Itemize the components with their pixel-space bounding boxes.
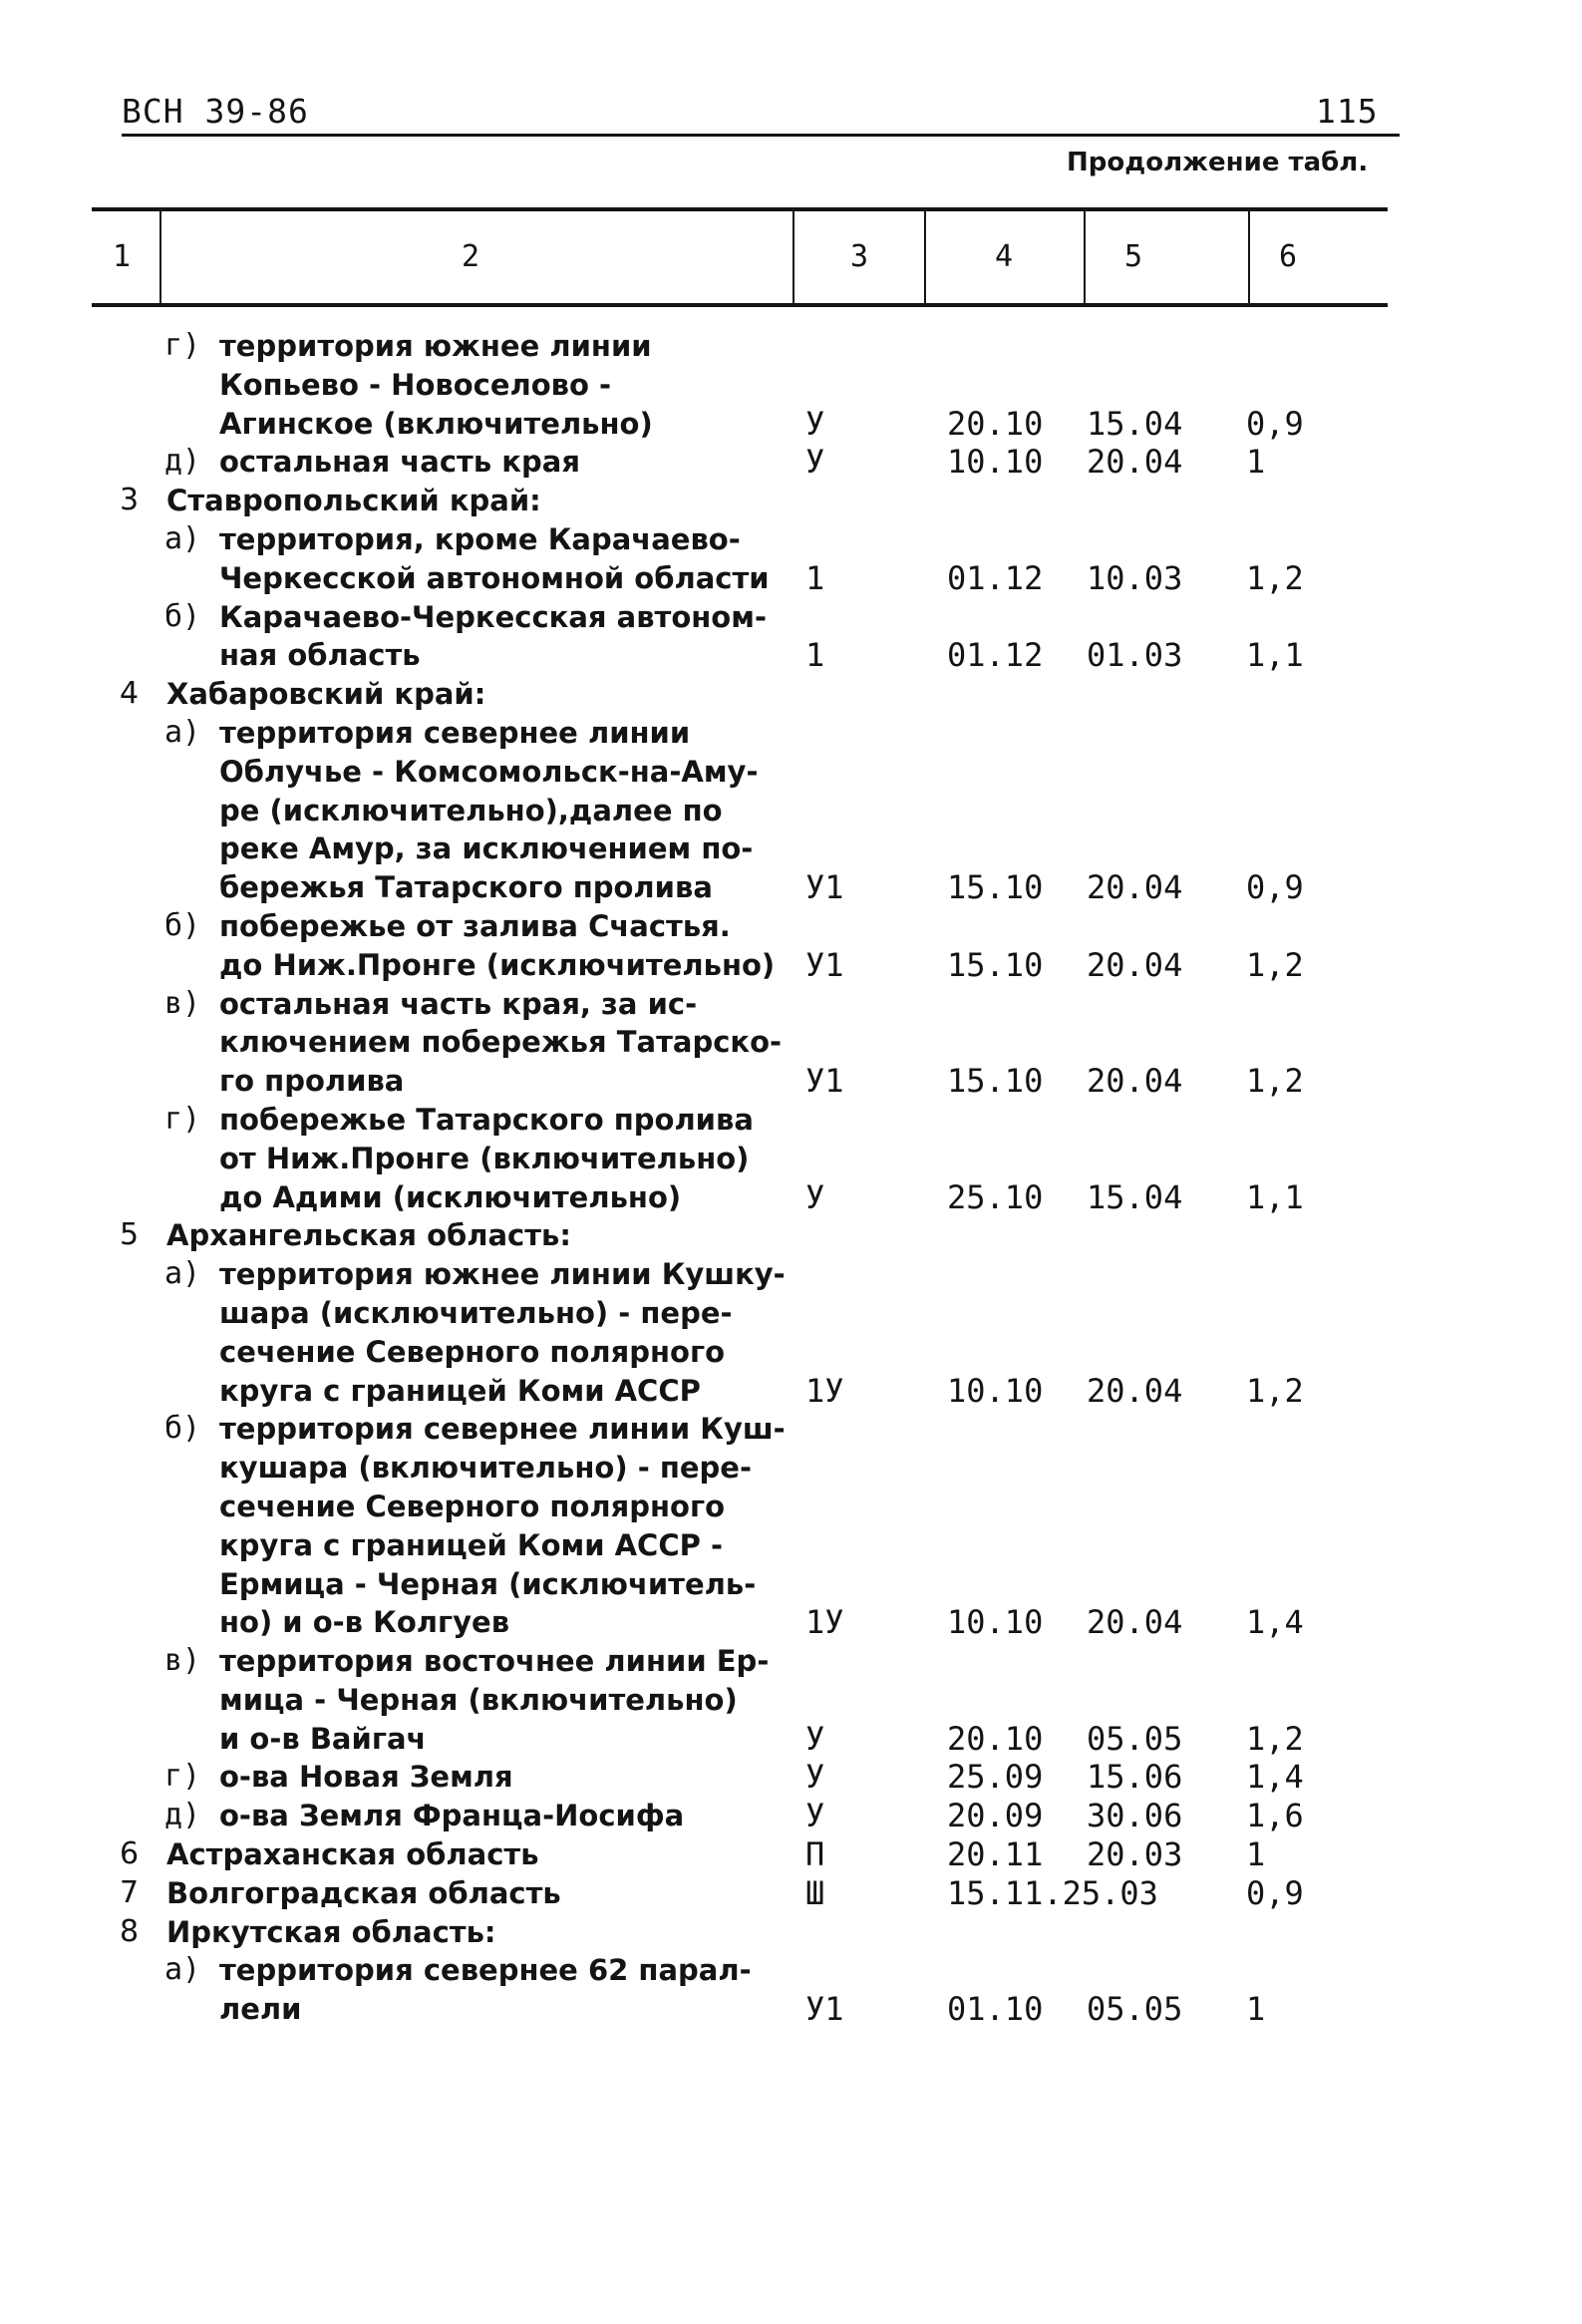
end-date-cell: 30.06	[1087, 1797, 1183, 1835]
end-date-cell: 05.05	[1087, 1719, 1183, 1758]
row-description-line: территория восточнее линии Ер-	[219, 1644, 770, 1679]
start-date-cell: 15.10	[947, 945, 1044, 984]
row-letter: в)	[164, 1643, 201, 1679]
row-letter: а)	[164, 1952, 201, 1988]
climate-zone-cell: У1	[805, 1062, 844, 1101]
row-description-line: о-ва Новая Земля	[219, 1760, 513, 1795]
climate-zone-cell: 1	[805, 636, 825, 675]
row-description-line: территория южнее линии Кушку-	[219, 1257, 786, 1292]
row-description-line: мица - Черная (включительно)	[219, 1682, 738, 1717]
row-values	[0, 946, 1582, 985]
row-letter: д)	[164, 1798, 201, 1833]
climate-zone-cell: У	[805, 1758, 825, 1797]
start-date-cell: 01.10	[947, 1990, 1044, 2029]
table-row	[0, 1642, 1582, 1758]
table-continuation-label: Продолжение табл.	[1067, 148, 1369, 177]
end-date-cell: 01.03	[1087, 636, 1183, 675]
row-description-line: Хабаровский край:	[166, 677, 486, 712]
column-divider	[1248, 211, 1250, 303]
row-number: 8	[120, 1913, 140, 1949]
table-row	[0, 1758, 1582, 1797]
row-number: 3	[120, 483, 140, 518]
start-date-cell: 20.09	[947, 1797, 1044, 1835]
row-values	[0, 868, 1582, 907]
table-row	[0, 520, 1582, 598]
coefficient-cell: 0,9	[1246, 1873, 1304, 1912]
table-row	[0, 1797, 1582, 1835]
table-row	[0, 1410, 1582, 1642]
table-row	[0, 714, 1582, 907]
climate-zone-cell: У1	[805, 945, 844, 984]
table-row	[0, 1101, 1582, 1216]
column-divider	[924, 211, 926, 303]
coefficient-cell: 1,4	[1246, 1758, 1304, 1797]
row-letter: б)	[164, 907, 201, 943]
row-letter: а)	[164, 714, 201, 750]
table-header-bottom-rule	[92, 303, 1388, 307]
table-row	[0, 907, 1582, 985]
row-description-line: реке Амур, за исключением по-	[219, 831, 754, 866]
table-row	[0, 598, 1582, 676]
row-letter: д)	[164, 444, 201, 480]
row-description-line: и о-в Вайгач	[219, 1721, 427, 1756]
table-row	[0, 1874, 1582, 1913]
end-date-cell: 20.04	[1087, 1062, 1183, 1101]
row-description-line: побережье от залива Счастья.	[219, 908, 731, 943]
table-row	[0, 482, 1582, 520]
row-description-line: территория, кроме Карачаево-	[219, 521, 741, 556]
coefficient-cell: 1,2	[1246, 558, 1304, 597]
row-values	[0, 559, 1582, 598]
row-description-line: Облучье - Комсомольск-на-Аму-	[219, 754, 759, 789]
coefficient-cell: 1	[1246, 443, 1266, 482]
row-letter: а)	[164, 520, 201, 556]
column-number-4: 4	[994, 239, 1014, 274]
row-description-line: остальная часть края, за ис-	[219, 986, 698, 1021]
row-values	[0, 1758, 1582, 1797]
row-number: 5	[120, 1217, 140, 1253]
row-description-line: круга с границей Коми АССР -	[219, 1527, 724, 1562]
row-letter: в)	[164, 985, 201, 1021]
row-description-line: до Адими (исключительно)	[219, 1179, 682, 1214]
row-description-line: Ставропольский край:	[166, 484, 541, 518]
row-letter: а)	[164, 1256, 201, 1292]
row-values	[0, 1990, 1582, 2029]
row-values	[0, 1372, 1582, 1411]
end-date-cell: 20.04	[1087, 945, 1183, 984]
climate-zone-cell: 1У	[805, 1371, 844, 1410]
table-row	[0, 1951, 1582, 2029]
table-body	[0, 327, 1582, 2029]
start-date-cell: 20.11	[947, 1835, 1044, 1874]
page-number: 115	[1316, 92, 1379, 131]
table-header	[92, 207, 1388, 307]
end-date-cell: 20.04	[1087, 1603, 1183, 1642]
end-date-cell: 20.03	[1087, 1835, 1183, 1874]
column-divider	[792, 211, 794, 303]
start-date-cell: 25.10	[947, 1177, 1044, 1216]
start-date-cell: 20.10	[947, 404, 1044, 443]
row-description-line: Волгоградская область	[166, 1875, 561, 1910]
coefficient-cell: 1,4	[1246, 1603, 1304, 1642]
end-date-cell: 15.06	[1087, 1758, 1183, 1797]
row-letter: г)	[164, 1759, 201, 1795]
end-date-cell: 20.04	[1087, 868, 1183, 907]
row-description-line: Карачаево-Черкесская автоном-	[219, 599, 767, 634]
start-date-cell: 01.12	[947, 636, 1044, 675]
row-description-line: круга с границей Коми АССР	[219, 1373, 701, 1408]
row-description-line: ключением побережья Татарско-	[219, 1025, 783, 1060]
column-number-2: 2	[461, 239, 480, 274]
table-row	[0, 1835, 1582, 1874]
row-description-line: Ермица - Черная (исключитель-	[219, 1566, 757, 1601]
row-description-line: ная область	[219, 638, 421, 673]
start-date-cell: 01.12	[947, 558, 1044, 597]
table-row	[0, 327, 1582, 443]
climate-zone-cell: У	[805, 404, 825, 443]
header-rule	[122, 134, 1400, 137]
row-number: 4	[120, 676, 140, 712]
row-description-line: территория южнее линии	[219, 329, 652, 363]
column-number-5: 5	[1123, 239, 1143, 274]
table-row	[0, 1216, 1582, 1255]
climate-zone-cell: У1	[805, 1990, 844, 2029]
row-description-line: Черкесской автономной области	[219, 560, 770, 595]
table-row	[0, 1255, 1582, 1410]
column-divider	[159, 211, 161, 303]
row-description-line: но) и о-в Колгуев	[219, 1605, 510, 1640]
row-description-line: шара (исключительно) - пере-	[219, 1295, 733, 1330]
row-values	[0, 1835, 1582, 1874]
end-date-cell: 15.04	[1087, 404, 1183, 443]
row-description-line: остальная часть края	[219, 445, 580, 480]
row-description-line: Агинское (включительно)	[219, 406, 653, 441]
row-values	[0, 1062, 1582, 1101]
row-description-line: до Ниж.Пронге (исключительно)	[219, 947, 776, 982]
start-date-cell: 25.09	[947, 1758, 1044, 1797]
coefficient-cell: 1,1	[1246, 636, 1304, 675]
row-description-line: Астраханская область	[166, 1837, 539, 1872]
row-description-line: Архангельская область:	[166, 1218, 571, 1253]
row-description-line: Иркутская область:	[166, 1914, 496, 1949]
row-description-line: ре (исключительно),далее по	[219, 793, 723, 828]
end-date-cell: 20.04	[1087, 1371, 1183, 1410]
row-values	[0, 405, 1582, 444]
table-top-rule	[92, 207, 1388, 211]
row-values	[0, 1874, 1582, 1913]
row-description-line: о-ва Земля Франца-Иосифа	[219, 1799, 685, 1833]
coefficient-cell: 1,2	[1246, 1719, 1304, 1758]
row-description-line: кушара (включительно) - пере-	[219, 1451, 752, 1486]
climate-zone-cell: 1У	[805, 1603, 844, 1642]
row-description-line: Копьево - Новоселово -	[219, 367, 612, 402]
row-description-line: сечение Северного полярного	[219, 1489, 726, 1523]
row-description-line: лели	[219, 1992, 302, 2027]
end-date-cell: 10.03	[1087, 558, 1183, 597]
climate-zone-cell: У	[805, 1719, 825, 1758]
row-description-line: бережья Татарского пролива	[219, 870, 713, 905]
row-values	[0, 1797, 1582, 1835]
climate-zone-cell: У	[805, 443, 825, 482]
row-number: 7	[120, 1874, 140, 1910]
row-number: 6	[120, 1836, 140, 1872]
row-letter: г)	[164, 328, 201, 363]
column-number-6: 6	[1278, 239, 1298, 274]
end-date-cell: 20.04	[1087, 443, 1183, 482]
row-values	[0, 1178, 1582, 1217]
row-letter: б)	[164, 598, 201, 634]
coefficient-cell: 1	[1246, 1835, 1266, 1874]
document-code: ВСН 39-86	[122, 92, 309, 131]
row-description-line: от Ниж.Пронге (включительно)	[219, 1141, 750, 1175]
row-description-line: территория севернее линии Куш-	[219, 1412, 786, 1447]
table-row	[0, 985, 1582, 1101]
row-values	[0, 1603, 1582, 1642]
start-date-cell: 15.10	[947, 1062, 1044, 1101]
row-values	[0, 636, 1582, 675]
start-date-cell: 15.10	[947, 868, 1044, 907]
column-number-3: 3	[849, 239, 869, 274]
table-row	[0, 675, 1582, 714]
climate-zone-cell: У1	[805, 868, 844, 907]
start-date-cell: 10.10	[947, 1603, 1044, 1642]
coefficient-cell: 1,1	[1246, 1177, 1304, 1216]
coefficient-cell: 0,9	[1246, 404, 1304, 443]
climate-zone-cell: 1	[805, 558, 825, 597]
climate-zone-cell: У	[805, 1177, 825, 1216]
start-date-cell: 20.10	[947, 1719, 1044, 1758]
row-description-line: побережье Татарского пролива	[219, 1102, 754, 1137]
column-divider	[1084, 211, 1086, 303]
column-number-1: 1	[112, 239, 132, 274]
row-description-line: го пролива	[219, 1064, 405, 1099]
coefficient-cell: 1,2	[1246, 1062, 1304, 1101]
period-cell: 15.11.25.03	[947, 1873, 1158, 1912]
climate-zone-cell: Ш	[805, 1873, 825, 1912]
start-date-cell: 10.10	[947, 443, 1044, 482]
end-date-cell: 05.05	[1087, 1990, 1183, 2029]
climate-zone-cell: У	[805, 1797, 825, 1835]
row-values	[0, 1720, 1582, 1759]
start-date-cell: 10.10	[947, 1371, 1044, 1410]
row-letter: г)	[164, 1101, 201, 1137]
table-row	[0, 1913, 1582, 1952]
table-row	[0, 443, 1582, 482]
climate-zone-cell: П	[805, 1835, 825, 1874]
end-date-cell: 15.04	[1087, 1177, 1183, 1216]
row-values	[0, 443, 1582, 482]
row-description-line: территория севернее 62 парал-	[219, 1953, 752, 1988]
row-description-line: территория севернее линии	[219, 715, 691, 750]
row-description-line: сечение Северного полярного	[219, 1334, 726, 1369]
coefficient-cell: 1,2	[1246, 1371, 1304, 1410]
coefficient-cell: 1,2	[1246, 945, 1304, 984]
row-letter: б)	[164, 1411, 201, 1447]
coefficient-cell: 1	[1246, 1990, 1266, 2029]
coefficient-cell: 0,9	[1246, 868, 1304, 907]
coefficient-cell: 1,6	[1246, 1797, 1304, 1835]
